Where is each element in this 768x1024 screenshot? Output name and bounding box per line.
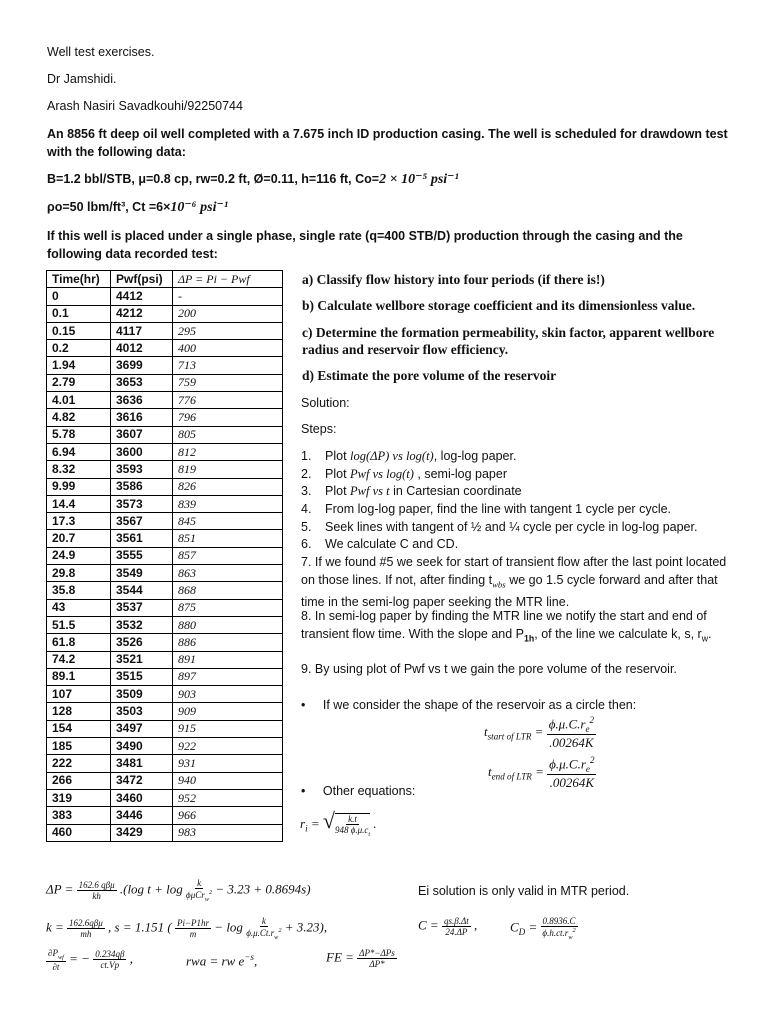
table-row xyxy=(47,392,283,409)
cell-delta-p: 897 xyxy=(173,668,283,685)
table-row xyxy=(47,374,283,391)
table-header-row xyxy=(47,271,283,288)
cell-pwf: 3593 xyxy=(111,461,173,478)
cell-time: 20.7 xyxy=(47,530,111,547)
cell-pwf: 3555 xyxy=(111,547,173,564)
cell-pwf: 3699 xyxy=(111,357,173,374)
step-item xyxy=(301,536,741,554)
table-row xyxy=(47,582,283,599)
cell-time: 154 xyxy=(47,720,111,737)
cell-delta-p: 940 xyxy=(173,772,283,789)
instructor-name: Dr Jamshidi. xyxy=(47,72,117,86)
step-math: Pwf vs log(t) xyxy=(350,466,414,481)
cell-pwf: 3653 xyxy=(111,374,173,391)
bullet-icon: • xyxy=(301,784,306,798)
step-pre: Seek lines with tangent of ½ and ¼ cycle per cycle in log-log paper. xyxy=(325,519,698,534)
cell-pwf: 3481 xyxy=(111,755,173,772)
cell-time: 29.8 xyxy=(47,565,111,582)
cell-pwf: 3537 xyxy=(111,599,173,616)
table-row xyxy=(47,703,283,720)
header-pwf: Pwf(psi) xyxy=(111,271,173,288)
problem-params-1 xyxy=(47,171,738,188)
step-item xyxy=(301,448,741,466)
table-row xyxy=(47,738,283,755)
table-row xyxy=(47,409,283,426)
cell-time: 6.94 xyxy=(47,443,111,460)
cell-time: 51.5 xyxy=(47,616,111,633)
cell-delta-p: 891 xyxy=(173,651,283,668)
cell-delta-p: 845 xyxy=(173,513,283,530)
table-row xyxy=(47,547,283,564)
solution-heading: Solution: xyxy=(301,396,350,410)
step-math: Pwf vs t xyxy=(350,484,390,499)
dpdt-equation: $\frac{\partial P_{wf}}{\partial t}$ = − $\frac{0.234q\beta}{ct.Vp}$ , xyxy=(48,948,133,972)
cell-pwf: 3573 xyxy=(111,495,173,512)
cell-time: 266 xyxy=(47,772,111,789)
cell-pwf: 3607 xyxy=(111,426,173,443)
cell-delta-p: 839 xyxy=(173,495,283,512)
cell-pwf: 3509 xyxy=(111,686,173,703)
steps-heading: Steps: xyxy=(301,422,337,436)
cell-time: 107 xyxy=(47,686,111,703)
k-s-equations: k = $\frac{\text{162.6qβμ}}{mh}$ , s = 1.151 ( $\frac{Pi-P1hr}{m}$ − log $\frac{k}{\phi.\mu.Ct.r_w^2}$ + 3.23), xyxy=(46,916,328,941)
cell-pwf: 3515 xyxy=(111,668,173,685)
cell-pwf: 3472 xyxy=(111,772,173,789)
cell-delta-p: 880 xyxy=(173,616,283,633)
student-name: Arash Nasiri Savadkouhi/92250744 xyxy=(47,99,243,113)
cell-pwf: 3586 xyxy=(111,478,173,495)
table-row xyxy=(47,616,283,633)
cell-time: 14.4 xyxy=(47,495,111,512)
t-end-equation: $t_{end of LTR}$ = $\frac{\phi.\mu.C.r_e^2}{.00264K}$ xyxy=(488,755,595,790)
table-row xyxy=(47,720,283,737)
table-row xyxy=(47,513,283,530)
cell-time: 1.94 xyxy=(47,357,111,374)
header-delta-p: ΔP = Pi − Pwf xyxy=(173,271,283,288)
table-row xyxy=(47,772,283,789)
cell-pwf: 3526 xyxy=(111,634,173,651)
step-pre: Plot xyxy=(325,466,351,481)
step-number: 2. xyxy=(301,466,312,481)
table-row xyxy=(47,599,283,616)
fe-equation: FE = $\frac{\text{ΔP*−ΔPs}}{\Delta P*}$ xyxy=(326,948,395,969)
cell-pwf: 3490 xyxy=(111,738,173,755)
table-row xyxy=(47,478,283,495)
cell-time: 0.1 xyxy=(47,305,111,322)
cell-time: 8.32 xyxy=(47,461,111,478)
table-body xyxy=(47,288,283,842)
cell-time: 185 xyxy=(47,738,111,755)
table-row xyxy=(47,461,283,478)
table-row xyxy=(47,495,283,512)
step-7: 7. If we found #5 we seek for start of transient flow after the last point located on those lines. If not, after finding $t_{wbs}$ we go 1.5 cycle forward and after that time in the semi-log paper seeking the MTR line. xyxy=(301,555,727,609)
step-number: 6. xyxy=(301,537,312,552)
cell-delta-p: 812 xyxy=(173,443,283,460)
cell-pwf: 3497 xyxy=(111,720,173,737)
question-a: a) Classify flow history into four periods (if there is!) xyxy=(302,272,605,287)
cell-pwf: 3503 xyxy=(111,703,173,720)
table-row xyxy=(47,305,283,322)
t-start-equation: $t_{start of LTR}$ = $\frac{\phi.\mu.C.r_e^2}{.00264K}$ xyxy=(484,715,595,750)
pressure-data-table xyxy=(46,270,283,842)
problem-intro: An 8856 ft deep oil well completed with a 7.675 inch ID production casing. The well is scheduled for drawdown test with the following data: xyxy=(47,127,728,159)
cell-delta-p: 776 xyxy=(173,392,283,409)
cell-delta-p: 983 xyxy=(173,824,283,841)
step-item xyxy=(301,483,741,501)
cell-pwf: 3561 xyxy=(111,530,173,547)
cell-pwf: 3521 xyxy=(111,651,173,668)
cell-pwf: 4412 xyxy=(111,288,173,305)
cell-pwf: 3616 xyxy=(111,409,173,426)
step-item xyxy=(301,501,741,519)
question-d: d) Estimate the pore volume of the reservoir xyxy=(302,368,557,383)
step-pre: We calculate C and C xyxy=(325,537,446,552)
table-row xyxy=(47,651,283,668)
step-item xyxy=(301,519,741,537)
co-value: 2 × 10⁻⁵ psi⁻¹ xyxy=(379,172,459,187)
cell-time: 222 xyxy=(47,755,111,772)
cell-time: 24.9 xyxy=(47,547,111,564)
step-pre: Plot xyxy=(325,484,351,499)
table-row xyxy=(47,357,283,374)
cell-pwf: 4012 xyxy=(111,340,173,357)
cell-delta-p: 796 xyxy=(173,409,283,426)
cell-delta-p: 886 xyxy=(173,634,283,651)
step-number: 4. xyxy=(301,502,312,517)
table-row xyxy=(47,789,283,806)
cell-time: 128 xyxy=(47,703,111,720)
cell-pwf: 4212 xyxy=(111,305,173,322)
ri-equation: $r_i$ = √ $\frac{k.t}{948 \phi.\mu.c_t}$ . xyxy=(300,808,377,838)
document-title: Well test exercises. xyxy=(47,45,155,59)
bullet-icon: • xyxy=(301,698,306,712)
cell-delta-p: 819 xyxy=(173,461,283,478)
cell-time: 4.82 xyxy=(47,409,111,426)
bullet-other-equations: • Other equations: xyxy=(301,784,416,798)
cell-time: 43 xyxy=(47,599,111,616)
cell-delta-p: 826 xyxy=(173,478,283,495)
cell-time: 0 xyxy=(47,288,111,305)
cell-pwf: 3460 xyxy=(111,789,173,806)
step-pre: Plot xyxy=(325,449,351,463)
cell-delta-p: 909 xyxy=(173,703,283,720)
step-8: 8. In semi-log paper by finding the MTR line we notify the start and end of transient flow time. With the slope and $P_{1h}$, of the line we calculate k, s, $r_w$. xyxy=(301,609,712,643)
header-time: Time(hr) xyxy=(47,271,111,288)
table-row xyxy=(47,565,283,582)
cell-delta-p: 863 xyxy=(173,565,283,582)
cell-time: 0.2 xyxy=(47,340,111,357)
steps-list xyxy=(301,448,741,554)
cell-delta-p: 922 xyxy=(173,738,283,755)
problem-setup: If this well is placed under a single phase, single rate (q=400 STB/D) production through the casing and the following data recorded test: xyxy=(47,229,683,261)
cell-delta-p: - xyxy=(173,288,283,305)
table-row xyxy=(47,340,283,357)
cell-pwf: 3567 xyxy=(111,513,173,530)
step-post: , semi-log paper xyxy=(413,466,508,481)
rwa-equation: rwa = rw $e^{-s}$, xyxy=(186,952,258,969)
cd-equation: $C_D$ = $\frac{0.8936.C}{\phi.h.ct.r_w^2}$ xyxy=(510,916,576,941)
table-row xyxy=(47,668,283,685)
cell-delta-p: 903 xyxy=(173,686,283,703)
table-row xyxy=(47,755,283,772)
cell-time: 17.3 xyxy=(47,513,111,530)
dp-equation: ΔP = $\frac{\text{162.6 qβμ}}{kh}$ .(log t + log $\frac{k}{\phi\mu Cr_w^2}$ − 3.23 + 0.8694s) xyxy=(46,878,311,903)
cell-delta-p: 857 xyxy=(173,547,283,564)
cell-time: 61.8 xyxy=(47,634,111,651)
step-post: , log-log paper. xyxy=(433,449,517,463)
step-9: 9. By using plot of Pwf vs t we gain the pore volume of the reservoir. xyxy=(301,662,677,676)
question-b: b) Calculate wellbore storage coefficient and its dimensionless value. xyxy=(302,298,696,313)
table-row xyxy=(47,686,283,703)
cell-pwf: 3549 xyxy=(111,565,173,582)
cell-time: 460 xyxy=(47,824,111,841)
table-row xyxy=(47,288,283,305)
cell-time: 89.1 xyxy=(47,668,111,685)
ei-note: Ei solution is only valid in MTR period. xyxy=(418,884,630,898)
cell-time: 319 xyxy=(47,789,111,806)
table-row xyxy=(47,824,283,841)
cell-time: 383 xyxy=(47,807,111,824)
cell-delta-p: 851 xyxy=(173,530,283,547)
cell-delta-p: 200 xyxy=(173,305,283,322)
cell-delta-p: 759 xyxy=(173,374,283,391)
ct-value: 10⁻⁶ psi⁻¹ xyxy=(170,200,229,215)
table-row xyxy=(47,530,283,547)
cell-time: 9.99 xyxy=(47,478,111,495)
cell-time: 4.01 xyxy=(47,392,111,409)
step-item xyxy=(301,466,741,484)
step-post: in Cartesian coordinate xyxy=(389,484,522,499)
cell-pwf: 4117 xyxy=(111,322,173,339)
table-row xyxy=(47,443,283,460)
cell-time: 35.8 xyxy=(47,582,111,599)
step-number: 1. xyxy=(301,449,312,463)
cell-delta-p: 805 xyxy=(173,426,283,443)
cell-time: 5.78 xyxy=(47,426,111,443)
cell-delta-p: 966 xyxy=(173,807,283,824)
cell-delta-p: 713 xyxy=(173,357,283,374)
cell-time: 2.79 xyxy=(47,374,111,391)
cell-delta-p: 931 xyxy=(173,755,283,772)
question-c: c) Determine the formation permeability, skin factor, apparent wellbore radius and reservoir flow efficiency. xyxy=(302,325,715,357)
cell-delta-p: 295 xyxy=(173,322,283,339)
cell-time: 0.15 xyxy=(47,322,111,339)
table-row xyxy=(47,807,283,824)
step-number: 3. xyxy=(301,484,312,499)
table-row xyxy=(47,322,283,339)
cell-delta-p: 875 xyxy=(173,599,283,616)
step-math: log(ΔP) vs log(t) xyxy=(350,449,434,463)
cell-delta-p: 868 xyxy=(173,582,283,599)
cell-pwf: 3446 xyxy=(111,807,173,824)
cell-pwf: 3636 xyxy=(111,392,173,409)
cell-delta-p: 915 xyxy=(173,720,283,737)
cell-pwf: 3532 xyxy=(111,616,173,633)
params-line1: B=1.2 bbl/STB, μ=0.8 cp, rw=0.2 ft, Ø=0.11, h=116 ft, Co= xyxy=(47,172,380,186)
params-line2: ρo=50 lbm/ft³, Ct =6× xyxy=(47,200,171,214)
step-pre: From log-log paper, find the line with tangent 1 cycle per cycle. xyxy=(325,502,672,517)
step-post: D. xyxy=(445,537,459,552)
c-equation: C = $\frac{qs.\beta.\Delta t}{24.\Delta P}$ , xyxy=(418,916,478,937)
cell-delta-p: 400 xyxy=(173,340,283,357)
cell-pwf: 3429 xyxy=(111,824,173,841)
problem-params-2 xyxy=(47,199,738,216)
cell-pwf: 3600 xyxy=(111,443,173,460)
table-row xyxy=(47,426,283,443)
cell-pwf: 3544 xyxy=(111,582,173,599)
bullet-circle: • If we consider the shape of the reservoir as a circle then: xyxy=(301,698,637,712)
cell-time: 74.2 xyxy=(47,651,111,668)
step-number: 5. xyxy=(301,519,312,534)
table-row xyxy=(47,634,283,651)
cell-delta-p: 952 xyxy=(173,789,283,806)
